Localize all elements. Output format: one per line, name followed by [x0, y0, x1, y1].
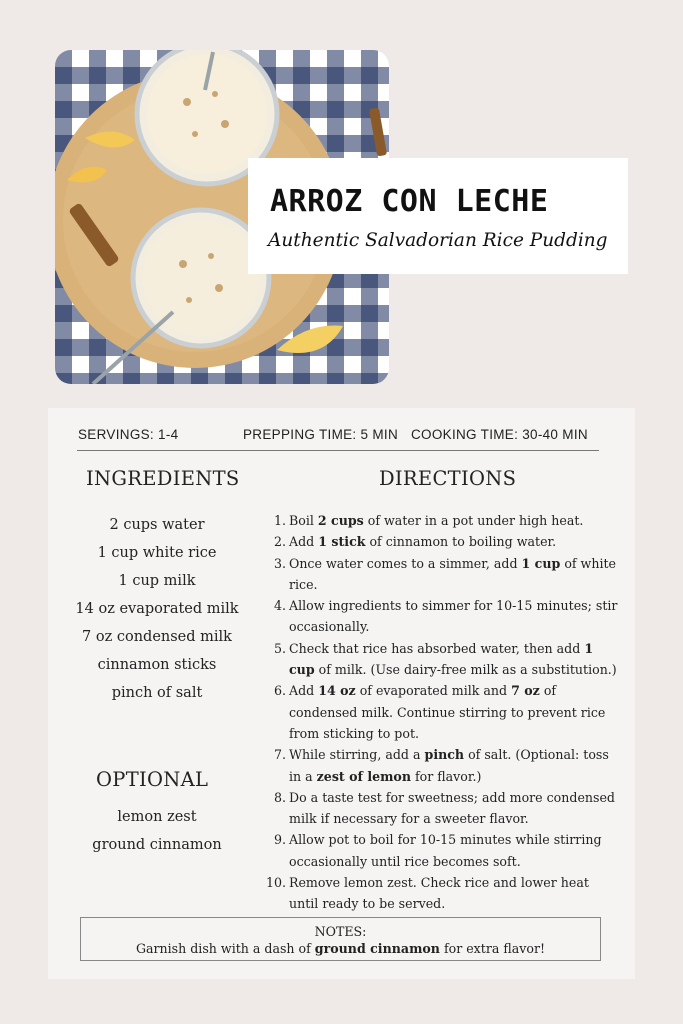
direction-step [266, 638, 618, 681]
text: of water in a pot under high heat. [363, 513, 584, 528]
text: Add [289, 534, 319, 550]
notes-box [80, 917, 601, 961]
servings: SERVINGS: 1-4 [78, 427, 179, 442]
bold-text: zest of lemon [316, 768, 411, 784]
direction-step [266, 595, 618, 638]
ingredients-heading: INGREDIENTS [86, 467, 240, 490]
optional-item: lemon zest [117, 809, 197, 825]
direction-step [266, 787, 618, 830]
ingredient-item: 7 oz condensed milk [82, 629, 232, 645]
text: for flavor.) [411, 768, 482, 784]
bold-text: 7 oz [511, 683, 540, 699]
step-number: 2. [273, 534, 286, 550]
text: Allow ingredients to simmer for 10-15 minutes; stir occasionally. [289, 598, 618, 635]
recipe-card [48, 408, 635, 979]
title-card [248, 158, 628, 274]
text: of white rice. [289, 555, 616, 592]
optional-list [53, 803, 261, 859]
ingredients-list [53, 511, 261, 707]
step-number: 3. [273, 555, 286, 571]
text: of salt. (Optional: toss in a [289, 747, 609, 784]
bold-text: 14 oz [318, 683, 356, 699]
bold-text: pinch [424, 747, 465, 763]
step-number: 5. [273, 640, 286, 656]
text: Garnish dish with a dash of [135, 941, 315, 956]
prep-time: PREPPING TIME: 5 MIN [243, 427, 399, 442]
text: of cinnamon to boiling water. [365, 534, 557, 550]
step-number: 4. [273, 598, 286, 614]
text: Boil [289, 513, 318, 528]
direction-step [266, 744, 618, 787]
ingredient-item: 1 cup white rice [97, 545, 217, 561]
divider [77, 450, 599, 451]
step-number: 7. [273, 747, 286, 763]
ingredient-item: 14 oz evaporated milk [75, 601, 239, 617]
bold-text: 1 stick [318, 534, 366, 550]
ingredient-item: cinnamon sticks [97, 657, 217, 673]
ingredient-item: 1 cup milk [118, 573, 196, 589]
ingredient-item: pinch of salt [111, 685, 203, 701]
text: Add [289, 683, 319, 699]
directions-heading: DIRECTIONS [379, 467, 517, 490]
text: of milk. (Use dairy-free milk as a substitution.) [314, 662, 617, 678]
bold-text: ground cinnamon [314, 941, 440, 956]
bold-text: 2 cups [317, 513, 364, 528]
text: for extra flavor! [439, 941, 546, 956]
direction-step [266, 531, 618, 552]
ingredient-item: 2 cups water [109, 517, 205, 533]
direction-step [266, 680, 618, 744]
notes-label: NOTES: [314, 924, 367, 939]
step-number: 9. [273, 832, 286, 848]
bold-text: 1 cup [521, 555, 561, 571]
direction-step [266, 553, 618, 596]
text: Do a taste test for sweetness; add more condensed milk if necessary for a sweeter flavor. [289, 789, 615, 827]
step-number: 10. [266, 875, 287, 891]
text: Allow pot to boil for 10-15 minutes while stirring occasionally until rice becomes soft. [289, 832, 602, 869]
cook-time: COOKING TIME: 30-40 MIN [411, 427, 588, 442]
bold-text: 1 cup [289, 640, 594, 678]
step-number: 1. [273, 513, 286, 528]
text: While stirring, add a [289, 747, 425, 763]
recipe-title: ARROZ CON LECHE [270, 184, 549, 219]
direction-step [266, 872, 618, 915]
optional-item: ground cinnamon [92, 837, 222, 853]
step-number: 8. [273, 789, 286, 805]
recipe-subtitle: Authentic Salvadorian Rice Pudding [268, 230, 608, 251]
optional-heading: OPTIONAL [96, 768, 209, 791]
text: Remove lemon zest. Check rice and lower heat until ready to be served. [289, 875, 589, 912]
direction-step [266, 829, 618, 872]
step-number: 6. [273, 683, 286, 699]
text: of condensed milk. Continue stirring to prevent rice from sticking to pot. [289, 683, 606, 741]
notes-text [81, 940, 600, 957]
direction-step [266, 510, 618, 531]
text: Check that rice has absorbed water, then add [289, 640, 585, 656]
text: of evaporated milk and [355, 683, 512, 699]
text: Once water comes to a simmer, add [289, 555, 522, 571]
directions-list [266, 510, 618, 915]
